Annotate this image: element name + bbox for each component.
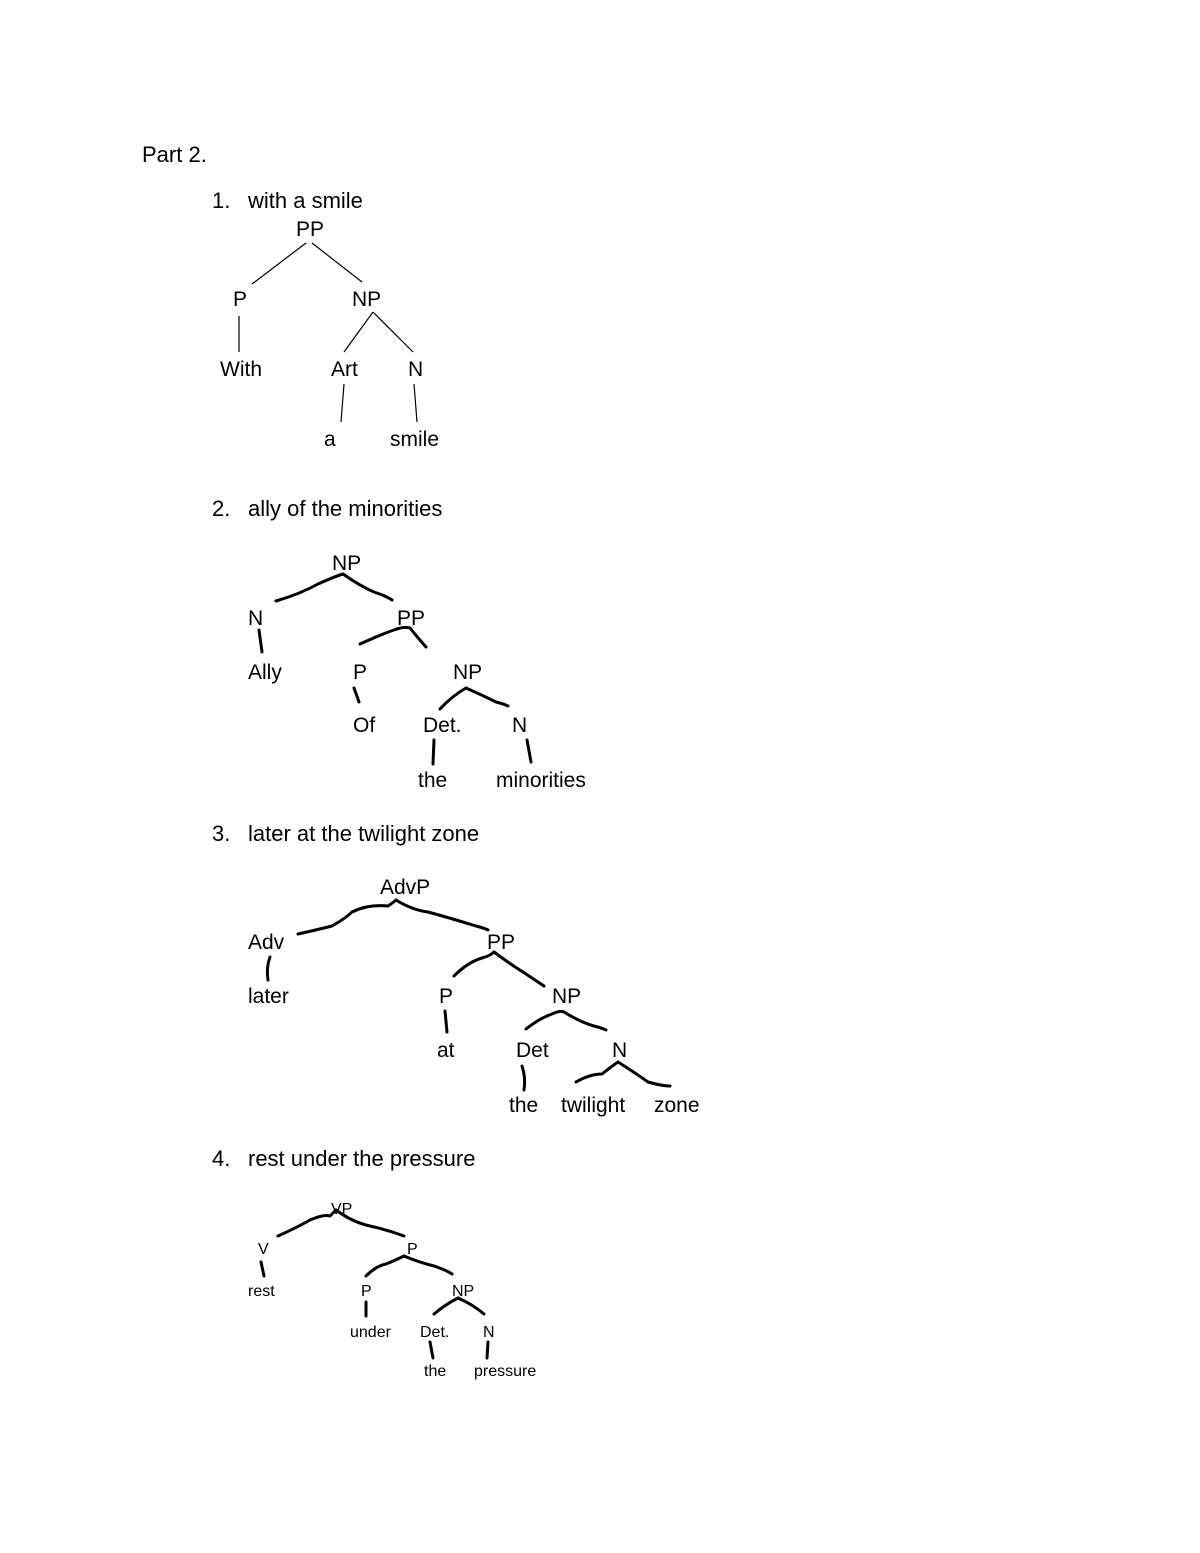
tree-node-smile: smile <box>390 428 440 451</box>
tree-node-rest: rest <box>248 1283 275 1300</box>
branch <box>458 1298 484 1314</box>
tree-node-p: P <box>361 1283 372 1300</box>
tree-node-n2: N <box>512 714 528 737</box>
tree-node-twilight: twilight <box>561 1094 626 1117</box>
tree-node-zone: zone <box>654 1094 700 1117</box>
tree-node-n: N <box>408 358 424 381</box>
item-phrase: ally of the minorities <box>248 496 443 521</box>
item-number: 1. <box>212 188 231 213</box>
tree-node-the: the <box>509 1094 539 1117</box>
tree-node-the: the <box>424 1363 447 1380</box>
tree-node-p: P <box>353 661 368 684</box>
tree-node-p: P <box>233 288 248 311</box>
tree-node-ally: Ally <box>248 661 282 684</box>
tree-node-under: under <box>350 1324 391 1341</box>
item-phrase: rest under the pressure <box>248 1146 476 1171</box>
branch <box>487 1342 488 1358</box>
branch <box>278 1210 336 1236</box>
tree-node-later: later <box>248 985 289 1008</box>
tree-node-n: N <box>483 1324 495 1341</box>
tree-node-np2: NP <box>453 661 483 684</box>
tree-node-v: V <box>258 1241 269 1258</box>
tree-node-np: NP <box>452 1283 475 1300</box>
tree-node-p: P <box>439 985 454 1008</box>
tree-node-det: Det <box>516 1039 549 1062</box>
tree-node-n: N <box>248 607 264 630</box>
tree-node-adv: Adv <box>248 931 285 954</box>
tree-node-vp: VP <box>331 1201 353 1218</box>
item-phrase: with a smile <box>248 188 363 213</box>
tree-node-p-top: P <box>407 1241 418 1258</box>
item-number: 4. <box>212 1146 231 1171</box>
tree-node-the: the <box>418 769 448 792</box>
page-heading: Part 2. <box>142 142 207 167</box>
branch <box>404 1256 452 1274</box>
tree-node-np: NP <box>552 985 582 1008</box>
branch <box>434 1298 458 1314</box>
tree-node-at: at <box>437 1039 455 1062</box>
tree-node-pp: PP <box>296 218 325 241</box>
tree-node-a: a <box>324 428 336 451</box>
tree-node-np: NP <box>352 288 382 311</box>
tree-node-det: Det. <box>420 1324 450 1341</box>
tree-node-pressure: pressure <box>474 1363 537 1380</box>
tree-node-pp: PP <box>487 931 516 954</box>
item-number: 2. <box>212 496 231 521</box>
item-number: 3. <box>212 821 231 846</box>
tree-node-np: NP <box>332 552 362 575</box>
item-phrase: later at the twilight zone <box>248 821 480 846</box>
tree-node-minorities: minorities <box>496 769 586 792</box>
tree-node-det: Det. <box>423 714 462 737</box>
branch <box>430 1342 433 1358</box>
tree-node-with: With <box>220 358 262 381</box>
tree-node-art: Art <box>331 358 358 381</box>
tree-node-pp: PP <box>397 607 426 630</box>
tree-node-of: Of <box>353 714 376 737</box>
branch <box>366 1256 404 1276</box>
branch <box>261 1262 264 1276</box>
tree-node-advp: AdvP <box>380 876 431 899</box>
tree-node-n: N <box>612 1039 628 1062</box>
